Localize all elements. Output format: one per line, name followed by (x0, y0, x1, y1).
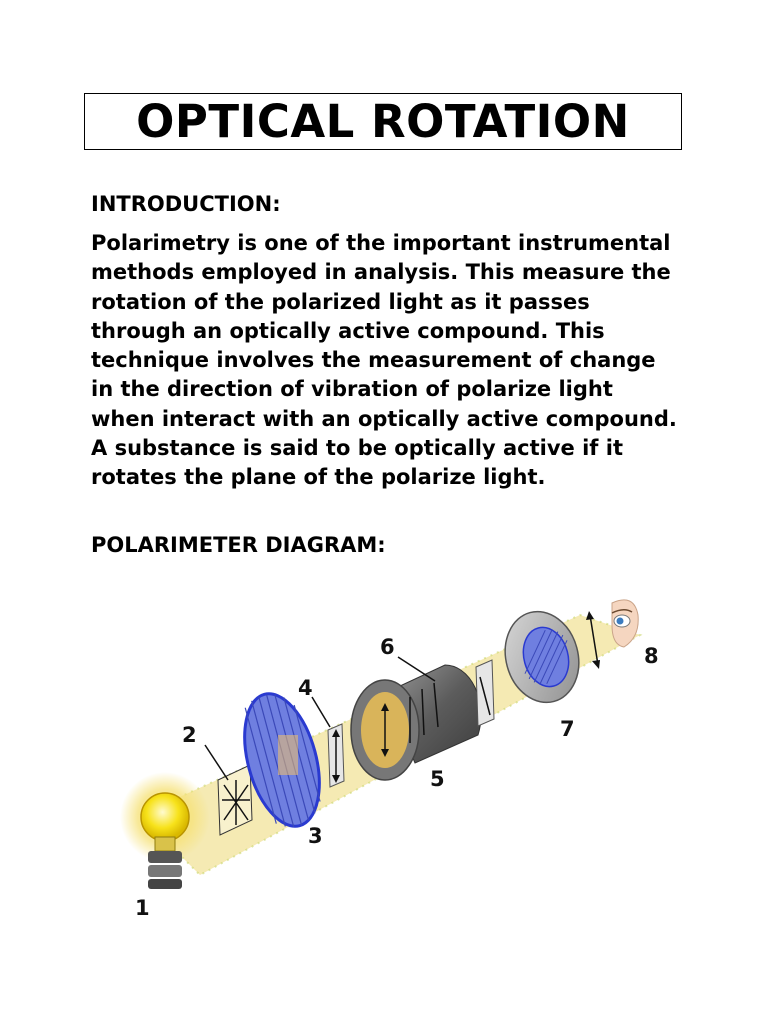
analyzer-plate (476, 660, 494, 726)
diagram-label-8: 8 (644, 644, 659, 668)
eye-icon (612, 600, 638, 647)
diagram-label-5: 5 (430, 767, 445, 791)
diagram-label-4: 4 (298, 676, 313, 700)
cylinder-icon (351, 665, 481, 780)
diagram-heading: POLARIMETER DIAGRAM: (91, 533, 386, 557)
introduction-text: Polarimetry is one of the important instrumental methods employed in analysis. This measure the rotation of the polarized light as it passes through an optically active compound. This technique involves the measurement of change in the direction of vibration of polarize light when interact with an optically active compound. A substance is said to be optically active if it rotates the plane of the polarize light. (91, 231, 677, 490)
polarimeter-svg (100, 585, 680, 925)
diagram-label-2: 2 (182, 723, 197, 747)
introduction-heading: INTRODUCTION: (91, 192, 281, 216)
diagram-label-3: 3 (308, 824, 323, 848)
diagram-label-7: 7 (560, 717, 575, 741)
page-title: OPTICAL ROTATION (136, 95, 630, 148)
polarimeter-diagram (100, 585, 680, 925)
title-box (84, 93, 682, 150)
polarized-plate-4 (328, 724, 344, 787)
diagram-label-1: 1 (135, 896, 150, 920)
diagram-label-6: 6 (380, 635, 395, 659)
